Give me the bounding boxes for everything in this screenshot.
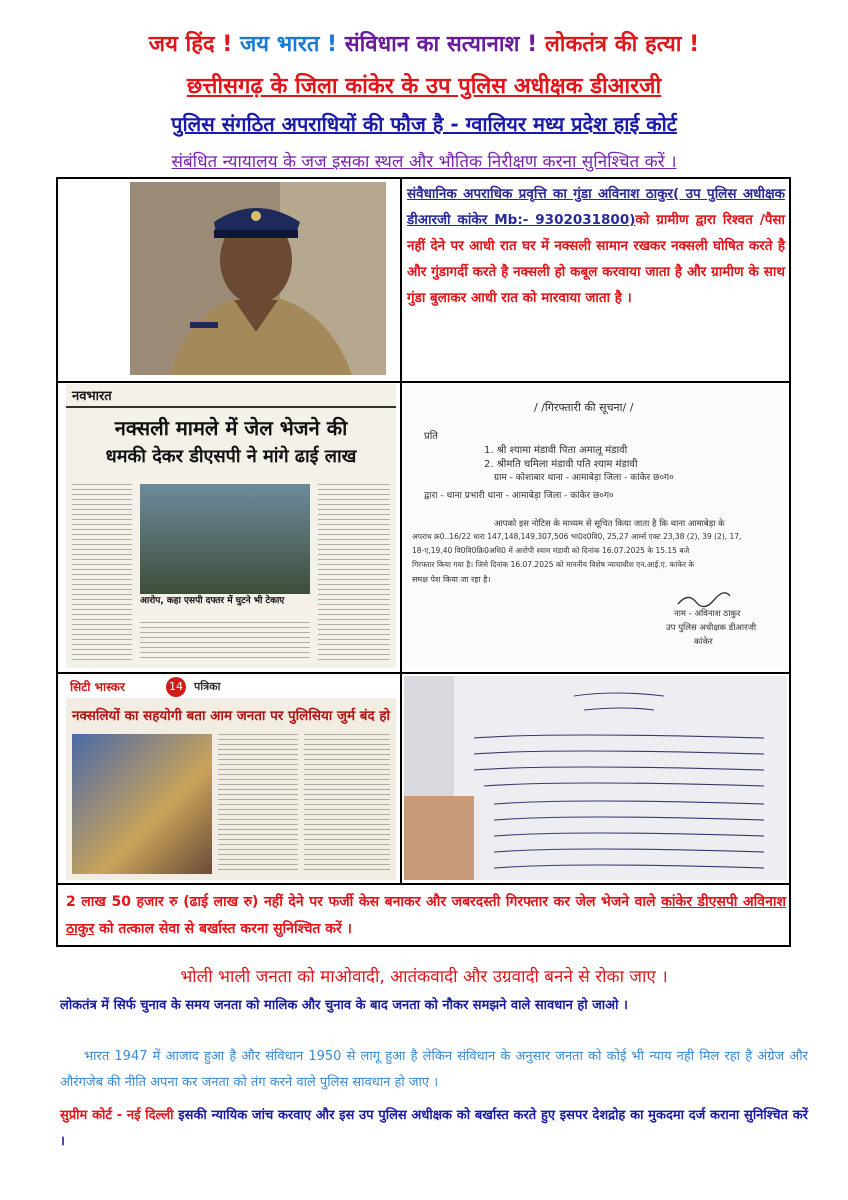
letter-sign: उप पुलिस अधीक्षक डीआरजी <box>666 623 757 633</box>
divider-row3 <box>56 883 791 885</box>
newspaper-photo-caption: आरोप, कहा एसपी दफ्तर में घुटने भी टेकाए <box>140 596 285 606</box>
letter-body: 18-ए,19,40 वि0वि0क्रि0अधि0 में आरोपी श्याम मंडावी को दिनांक 16.07.2025 के 15.15 बजे <box>412 546 690 555</box>
headline <box>0 28 848 58</box>
newspaper-text-column <box>140 622 310 662</box>
description-body: को ग्रामीण द्वारा रिश्वत /पैसा नहीं देने पर आधी रात घर में नक्सली सामान रखकर नक्सली घोषित करते है और गुंडागर्दी करते है नक्सली हो कबूल करवाया जाता है और ग्रामीण के साथ गुंडा बुलाकर आधी रात को मारवाया जाता है । <box>407 212 785 306</box>
footer-paragraph-3 <box>60 1103 808 1155</box>
newspaper-subhead: पत्रिका <box>194 680 221 693</box>
description-accused: संवैधानिक अपराधिक प्रवृत्ति का गुंडा अविनाश ठाकुर( उप पुलिस अधीक्षक डीआरजी कांकेर Mb:- 9302031800) <box>407 186 785 228</box>
letter-line: ग्राम - कोशाबार थाना - आमाबेड़ा जिला - कांकेर छ०ग० <box>494 473 674 483</box>
letter-body: समक्ष पेश किया जा रहा है। <box>412 575 491 584</box>
supreme-court-label: सुप्रीम कोर्ट - नई दिल्ली <box>60 1108 174 1123</box>
letter-body: अपराध क्र0..16/22 धारा 147,148,149,307,506 भा0द0वि0, 25,27 आर्म्स एक्ट 23,38 (2), 39 (2), 17, <box>412 532 742 541</box>
divider-row1 <box>56 381 791 383</box>
letter-title: / /गिरफ्तारी की सूचना/ / <box>534 401 634 414</box>
newspaper-text-column <box>72 484 132 662</box>
letter-line: द्वारा - थाना प्रभारी थाना - आमाबेड़ा जिला - कांकेर छ०ग० <box>424 491 614 501</box>
footer-line-1: भोली भाली जनता को माओवादी, आतंकवादी और उग्रवादी बनने से रोका जाए । <box>180 967 668 987</box>
newspaper-brand: सिटी भास्कर <box>70 680 125 694</box>
officer-photo <box>130 182 386 375</box>
signature-icon <box>674 590 734 610</box>
letter-line: 2. श्रीमति चमिला मंडावी पति श्याम मंडावी <box>484 459 638 470</box>
newspaper-clipping-1 <box>66 384 396 668</box>
letter-prati: प्रति <box>424 431 438 442</box>
officer-portrait-illustration <box>130 182 386 375</box>
caption-after: को तत्काल सेवा से बर्खास्त करना सुनिश्चित करें । <box>94 921 352 937</box>
subtitle: छत्तीसगढ़ के जिला कांकेर के उप पुलिस अधीक्षक डीआरजी <box>186 74 662 99</box>
caption-accused: कांकेर डीएसपी अविनाश ठाकुर <box>66 894 786 937</box>
letter-body: आपको इस नोटिस के माध्यम से सूचित किया जाता है कि थाना आमाबेड़ा के <box>494 519 725 529</box>
letter-body: गिरफ्तार किया गया है। जिसे दिनांक 16.07.2025 को माननीय विशेष न्यायाधीश एन.आई.ए. कांकेर के <box>412 560 695 569</box>
newspaper-page-number: 14 <box>166 677 186 697</box>
newspaper-clipping-2 <box>66 676 396 880</box>
letter-sign: नाम - अविनाश ठाकुर <box>674 609 741 619</box>
headline-samvidhan: संविधान का सत्यानाश ! <box>344 32 538 57</box>
caption-before: 2 लाख 50 हजार रु (ढाई लाख रु) नहीं देने पर फर्जी केस बनाकर और जबरदस्ती गिरफ्तार कर जेल भेजने वाले <box>66 894 662 910</box>
arrest-notice-letter <box>404 384 787 668</box>
newspaper-text-column <box>318 484 390 662</box>
newspaper-photo <box>72 734 212 874</box>
letter-line: 1. श्री श्यामा मंडावी पिता अमालू मंडावी <box>484 445 628 456</box>
caption <box>66 889 786 943</box>
newspaper-headline-1: नक्सली मामले में जेल भेजने की <box>114 416 348 440</box>
footer-paragraph-2: भारत 1947 में आजाद हुआ है और संविधान 1950 से लागू हुआ है लेकिन संविधान के अनुसार जनता को कोई भी न्याय नही मिल रहा है अंग्रेज और औरंगजेब की नीति अपना कर जनता को तंग करने वाले पुलिस सावधान हो जाए । <box>60 1049 808 1090</box>
newspaper-brand: नवभारत <box>72 389 112 404</box>
judge-line: संबंधित न्यायालय के जज इसका स्थल और भौतिक निरीक्षण करना सुनिश्चित करें । <box>171 152 677 172</box>
footer-paragraph-3-body: इसकी न्यायिक जांच करवाए और इस उप पुलिस अधीक्षक को बर्खास्त करते हुए इसपर देशद्रोह का मुकदमा दर्ज कराना सुनिश्चित करें । <box>60 1108 809 1149</box>
headline-jai-hind: जय हिंद ! <box>148 32 233 57</box>
handwritten-lines-illustration <box>404 676 787 880</box>
newspaper-headline-2: धमकी देकर डीएसपी ने मांगे ढाई लाख <box>105 446 357 467</box>
divider-vertical <box>400 177 402 883</box>
headline-jai-bharat: जय भारत ! <box>239 32 338 57</box>
description <box>407 181 785 311</box>
newspaper-rule <box>66 406 396 408</box>
newspaper-text-column <box>218 734 298 874</box>
newspaper-headline: नक्सलियों का सहयोगी बता आम जनता पर पुलिसिया जुर्म बंद हो <box>72 708 391 724</box>
newspaper-text-column <box>304 734 390 874</box>
court-line: पुलिस संगठित अपराधियों की फौज है - ग्वालियर मध्य प्रदेश हाई कोर्ट <box>171 112 677 136</box>
divider-row2 <box>56 672 791 674</box>
newspaper-brand-bar <box>66 676 396 698</box>
headline-loktantra: लोकतंत्र की हत्या ! <box>544 32 700 57</box>
footer-paragraph-1: लोकतंत्र में सिर्फ चुनाव के समय जनता को मालिक और चुनाव के बाद जनता को नौकर समझने वाले सावधान हो जाओ । <box>60 998 628 1013</box>
handwritten-complaint-letter <box>404 676 787 880</box>
letter-sign: कांकेर <box>694 637 713 647</box>
newspaper-photo <box>140 484 310 594</box>
